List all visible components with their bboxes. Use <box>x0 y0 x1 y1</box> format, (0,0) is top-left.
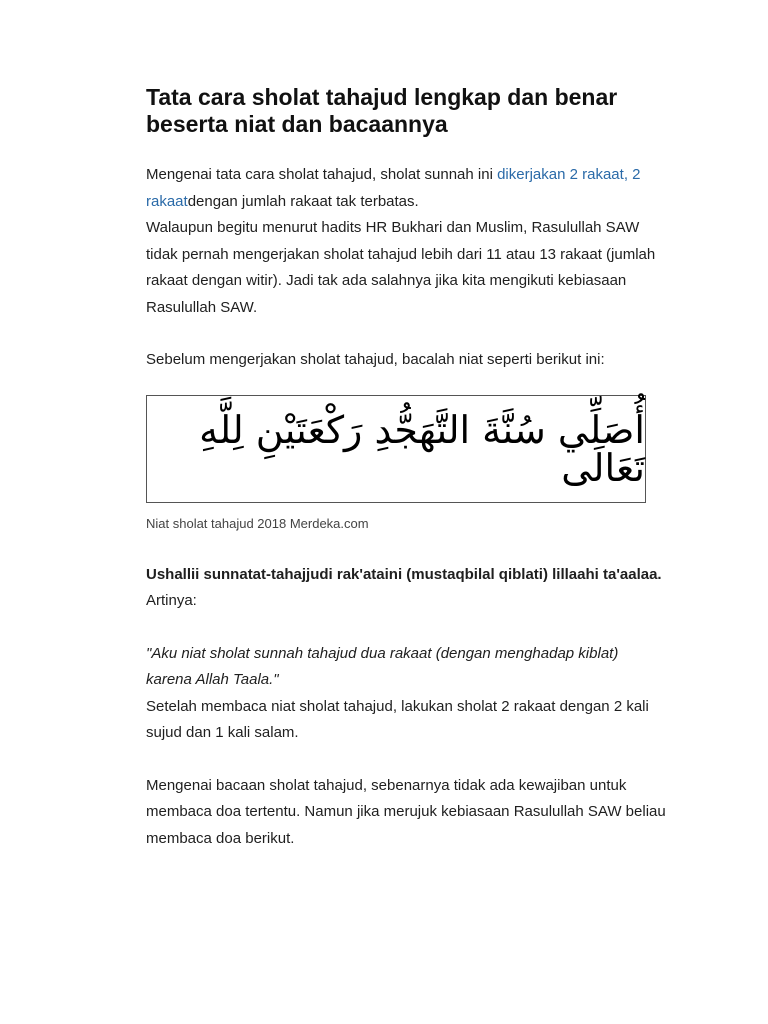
hadits-paragraph: Walaupun begitu menurut hadits HR Bukhari dan Muslim, Rasulullah SAW tidak pernah mengerjakan sholat tahajud lebih dari 11 atau 13 rakaat (jumlah rakaat dengan witir). Jadi tak ada salahnya jika kita mengikuti kebiasaan Rasulullah SAW. <box>146 219 656 316</box>
transliteration: Ushallii sunnatat-tahajjudi rak'ataini (mustaqbilal qiblati) lillaahi ta'aalaa. <box>146 565 662 583</box>
intro-text-after: dengan jumlah rakaat tak terbatas. <box>187 192 419 210</box>
after-niat-paragraph: Setelah membaca niat sholat tahajud, lakukan sholat 2 rakaat dengan 2 kali sujud dan 1 kali salam. <box>146 697 649 741</box>
niat-intro-paragraph: Sebelum mengerjakan sholat tahajud, bacalah niat seperti berikut ini: <box>146 351 605 368</box>
article <box>146 84 666 852</box>
niat-image <box>146 395 646 503</box>
intro-paragraph <box>146 162 666 215</box>
image-caption: Niat sholat tahajud 2018 Merdeka.com <box>146 515 369 531</box>
spacer <box>146 615 666 641</box>
spacer <box>146 321 666 347</box>
article-title: Tata cara sholat tahajud lengkap dan benar beserta niat dan bacaannya <box>146 84 618 137</box>
artinya-label: Artinya: <box>146 592 197 609</box>
rakaat-link[interactable]: dikerjakan 2 rakaat, 2 rakaat <box>146 166 641 210</box>
spacer <box>146 533 666 562</box>
bacaan-paragraph: Mengenai bacaan sholat tahajud, sebenarnya tidak ada kewajiban untuk membaca doa tertentu. Namun jika merujuk kebiasaan Rasulullah SAW beliau membaca doa berikut. <box>146 776 666 847</box>
spacer <box>146 747 666 773</box>
translation: "Aku niat sholat sunnah tahajud dua rakaat (dengan menghadap kiblat) karena Allah Taala." <box>146 644 619 688</box>
intro-text-before: Mengenai tata cara sholat tahajud, sholat sunnah ini <box>146 166 498 183</box>
arabic-niat-text: أُصَلِّي سُنَّةَ التَّهَجُّدِ رَكْعَتَيْنِ لِلَّهِ تَعَالَى <box>199 407 645 490</box>
